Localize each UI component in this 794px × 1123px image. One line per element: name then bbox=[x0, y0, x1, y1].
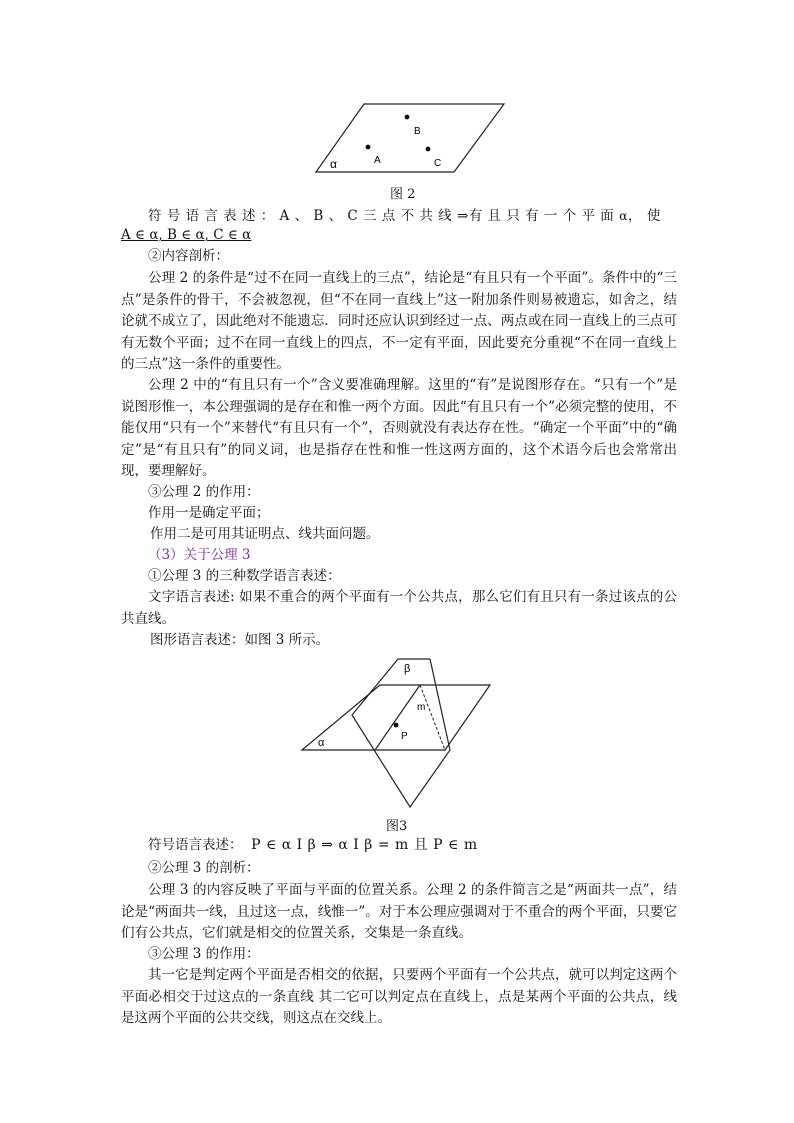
point-c bbox=[426, 147, 431, 152]
point-a bbox=[366, 145, 371, 150]
label-p: P bbox=[401, 731, 408, 742]
figure-2-caption: 图 2 bbox=[390, 187, 416, 202]
symbolic-expression-axiom-2: 符 号 语 言 表 述 ： A 、 B 、 C 三 点 不 共 线 ⇒有 且 只 有 一 个 平 面 α， 使 bbox=[148, 208, 661, 224]
axiom-3-role-label: ③公理 3 的作用： bbox=[148, 946, 260, 962]
paragraph-axiom-2-uniqueness: 公理 2 中的“有且只有一个”含义要准确理解。这里的“有”是说图形存在。“只有一个”是说图形惟一，本公理强调的是存在和惟一两个方面。因此“有且只有一个”必须完整的使用，不能仅用“只有一个”来替代“有且只有一个”，否则就没有表达存在性。“确定一个平面”中的“确定”是“有且只有”的同义词，也是指存在性和惟一性这两方面的，这个术语今后也会常常出现，要理解好。 bbox=[121, 377, 677, 479]
axiom-2-role-2: 作用二是可用其证明点、线共面问题。 bbox=[150, 526, 380, 542]
paragraph-axiom-3-role: 其一它是判定两个平面是否相交的依据，只要两个平面有一个公共点，就可以判定这两个平面必相交于过这点的一条直线 其二它可以判定点在直线上，点是某两个平面的公共点，线是这两个平面的公共交线，则这点在交线上。 bbox=[121, 967, 677, 1026]
content-analysis-label: ②内容剖析： bbox=[148, 248, 229, 264]
figure-3 bbox=[300, 655, 492, 811]
point-b bbox=[405, 115, 410, 120]
axiom-2-role-1: 作用一是确定平面； bbox=[148, 505, 270, 521]
intersecting-planes-diagram bbox=[300, 655, 492, 811]
paragraph-axiom-3-analysis: 公理 3 的内容反映了平面与平面的位置关系。公理 2 的条件简言之是“两面共一点”，结论是“两面共一线，且过这一点，线惟一”。对于本公理应强调对于不重合的两个平面，只要它们有公共点，它们就是相交的位置关系，交集是一条直线。 bbox=[121, 882, 677, 941]
symbolic-expression-axiom-3: 符号语言表述： P ∈ α I β ⇒ α I β = m 且 P ∈ m bbox=[148, 837, 478, 853]
point-p bbox=[394, 723, 399, 728]
plane-alpha-diagram bbox=[314, 98, 514, 180]
label-m: m bbox=[417, 702, 426, 713]
label-b: B bbox=[414, 126, 421, 137]
paragraph-axiom-2-condition: 公理 2 的条件是“过不在同一直线上的三点”，结论是“有且只有一个平面”。条件中的“三点”是条件的骨干，不会被忽视，但“不在同一直线上”这一附加条件则易被遗忘，如舍之，结论就不成立了，因此绝对不能遗忘．同时还应认识到经过一点、两点或在同一直线上的三点可有无数个平面；过不在同一直线上的四点，不一定有平面，因此要充分重视“不在同一直线上的三点”这一条件的重要性。 bbox=[121, 270, 677, 372]
figure-3-caption: 图3 bbox=[386, 819, 408, 834]
axiom-3-analysis-label: ②公理 3 的剖析： bbox=[148, 860, 260, 876]
label-a: A bbox=[374, 155, 381, 166]
label-c: C bbox=[434, 158, 442, 169]
label-alpha-3: α bbox=[318, 737, 325, 749]
label-beta: β bbox=[404, 663, 411, 675]
axiom-3-text-expression: 文字语言表述: 如果不重合的两个平面有一个公共点，那么它们有且只有一条过该点的公共直线。 bbox=[121, 589, 677, 627]
axiom-3-three-expressions-label: ①公理 3 的三种数学语言表述： bbox=[148, 568, 341, 584]
section-heading-axiom-3: （3）关于公理 3 bbox=[148, 547, 251, 563]
axiom-2-role-label: ③公理 2 的作用： bbox=[148, 484, 260, 500]
label-alpha: α bbox=[330, 157, 337, 171]
axiom-3-graph-expression: 图形语言表述：如图 3 所示。 bbox=[150, 632, 330, 648]
figure-2 bbox=[314, 98, 514, 180]
symbolic-expression-axiom-2-line2: A ∈ α, B ∈ α, C ∈ α bbox=[121, 227, 252, 243]
